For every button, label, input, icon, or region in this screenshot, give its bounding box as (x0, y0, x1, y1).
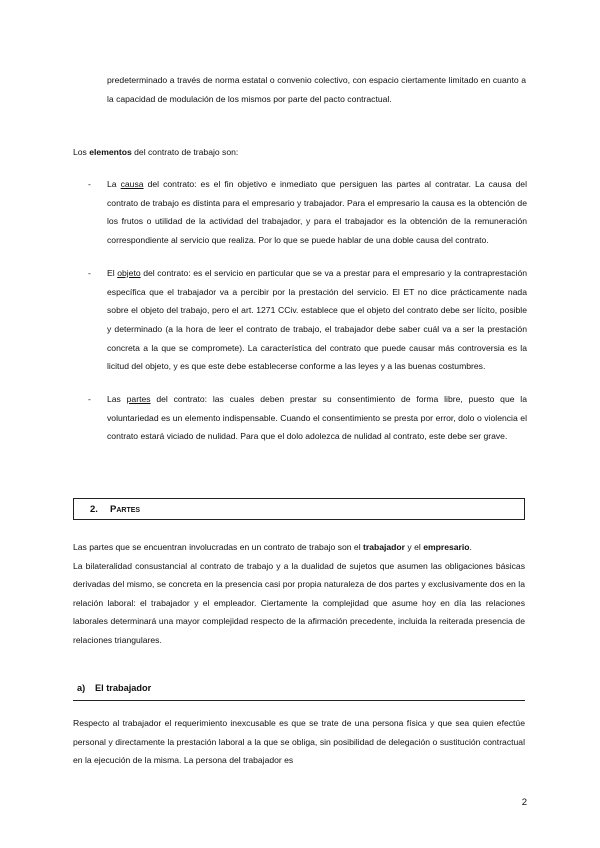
partes-text-3: . (469, 542, 472, 552)
subsection-letter: a) (77, 683, 86, 693)
subsection-heading (73, 680, 525, 701)
subsection-title: El trabajador (95, 683, 152, 693)
partes-paragraph (73, 538, 525, 650)
section-heading-box (73, 498, 525, 520)
partes-bold-trabajador: trabajador (363, 542, 406, 552)
trabajador-paragraph: Respecto al trabajador el requerimiento inexcusable es que se trate de una persona física y que sea quien efectúe personal y directamente la prestación laboral a la que se obliga, sin posibilidad de delegación o sustitución contractual en la ejecución de la misma. La persona del trabajador es (73, 718, 525, 766)
page-number: 2 (521, 797, 527, 808)
list-item-partes (90, 390, 527, 446)
bullet-pre: El (107, 267, 118, 278)
bullet-term-objeto: objeto (117, 267, 141, 278)
elements-intro-bold: elementos (89, 147, 132, 157)
bullet-dash: - (88, 267, 91, 278)
partes-bold-empresario: empresario (423, 542, 470, 552)
bullet-pre: La (107, 179, 121, 189)
bullet-pre: Las (107, 394, 127, 405)
partes-text-4: La bilateralidad consustancial al contrato de trabajo y a la dualidad de sujetos que asumen las obligaciones básicas derivadas del mismo, se concreta en la presencia casi por propia naturaleza de dos partes y exclusivamente dos en la relación laboral: el trabajador y el empleador. Ciertamente la complejidad que asume hoy en día las relaciones laborales determinará una mayor complejidad respecto de la afirmación precedente, incluida la reiterada presencia de relaciones triangulares. (73, 560, 525, 645)
bullet-dash: - (88, 179, 91, 189)
bullet-text: del contrato: las cuales deben prestar su consentimiento de forma libre, puesto que la voluntariedad es un elemento indispensable. Cuando el consentimiento se presta por error, dolo o violencia el contrato estará viciado de nulidad. Para que el dolo adolezca de nulidad al contrato, este debe ser grave. (107, 394, 527, 442)
section-number: 2. (90, 504, 98, 515)
bullet-term-causa: causa (120, 179, 144, 189)
list-item-objeto (90, 264, 527, 376)
elements-intro-before: Los (73, 147, 90, 157)
bullet-dash: - (88, 394, 91, 405)
section-title: Partes (110, 504, 141, 515)
list-item-causa (90, 175, 527, 250)
bullet-term-partes: partes (126, 394, 151, 405)
elements-intro (73, 143, 525, 162)
elements-list (90, 175, 527, 460)
bullet-text: del contrato: es el servicio en particular que se va a prestar para el empresario y la contraprestación específica que el trabajador va a percibir por la prestación del servicio. El ET no dice prácticamente nada sobre el objeto del trabajo, pero el art. 1271 CCiv. establece que el objeto del contrato debe ser lícito, posible y determinado (a la hora de leer el contrato de trabajo, el trabajador debe saber cuál va a ser la prestación concreta a la que se compromete). La característica del contrato que puede causar más controversia es la licitud del objeto, y es que este debe establecerse conforme a las leyes y a las buenas costumbres. (107, 267, 528, 372)
intro-paragraph: predeterminado a través de norma estatal o convenio colectivo, con espacio ciertamente limitado en cuanto a la capacidad de modulación de los mismos por parte del pacto contractual. (107, 75, 526, 104)
elements-intro-after: del contrato de trabajo son: (131, 147, 239, 157)
bullet-text: del contrato: es el fin objetivo e inmediato que persiguen las partes al contratar. La causa del contrato de trabajo es distinta para el empresario y trabajador. Para el empresario la causa es la obtención de los frutos o utilidad de la actividad del trabajador, y para el trabajador es la obtención de la remuneración correspondiente al servicio que realiza. Por lo que se puede hablar de una doble causa del contrato. (107, 179, 527, 246)
partes-text-1: Las partes que se encuentran involucradas en un contrato de trabajo son el (73, 542, 363, 552)
partes-text-2: y el (405, 542, 424, 552)
